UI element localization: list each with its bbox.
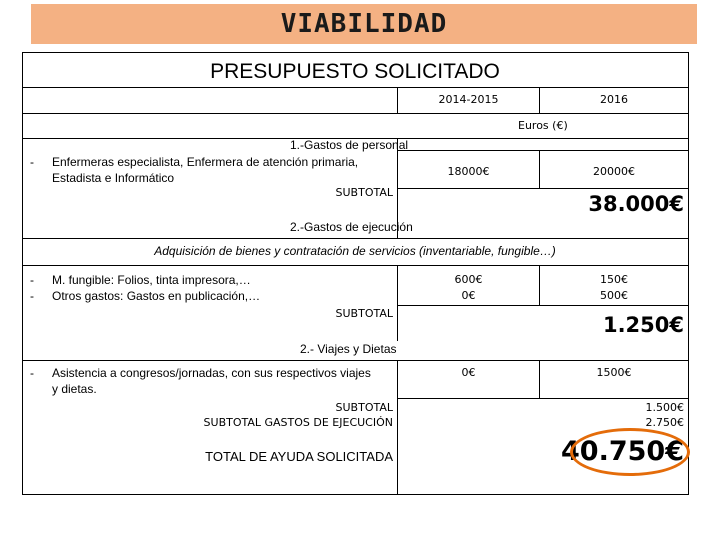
- personal-subtotal-label: SUBTOTAL: [335, 186, 393, 199]
- viajes-value-bottom: [397, 398, 688, 399]
- items-value-bottom: [397, 305, 688, 306]
- viajes-rule: [22, 360, 688, 361]
- item-bullet: -: [30, 289, 34, 303]
- viajes-description-line-1: Asistencia a congresos/jornadas, con sus respectivos viajes: [52, 366, 371, 380]
- item-label: Otros gastos: Gastos en publicación,…: [52, 289, 261, 303]
- viajes-bullet: -: [30, 366, 34, 380]
- total-label: TOTAL DE AYUDA SOLICITADA: [205, 449, 393, 464]
- currency-label: Euros (€): [518, 119, 568, 132]
- viajes-value-2014-2015: 0€: [461, 366, 476, 379]
- personal-heading: 1.-Gastos de personal: [290, 138, 409, 152]
- item-label: M. fungible: Folios, tinta impresora,…: [52, 273, 251, 287]
- personal-value-2014-2015: 18000€: [447, 165, 490, 178]
- ejecucion-total-label: SUBTOTAL GASTOS DE EJECUCIÓN: [203, 416, 393, 429]
- personal-description-line-1: Enfermeras especialista, Enfermera de atención primaria,: [52, 155, 359, 169]
- year-header-2014-2015: 2014-2015: [438, 93, 499, 106]
- personal-description-line-2: Estadista e Informático: [52, 171, 175, 185]
- total-highlight-circle: [570, 428, 690, 476]
- table-border-top: [22, 52, 688, 53]
- viajes-heading: 2.- Viajes y Dietas: [300, 342, 397, 356]
- viajes-value-2016: 1500€: [596, 366, 632, 379]
- viajes-subtotal-label: SUBTOTAL: [335, 401, 393, 414]
- items-rule: [22, 265, 688, 266]
- header-title-rule: [22, 87, 688, 88]
- banner-title: VIABILIDAD: [280, 9, 448, 39]
- table-border-right: [688, 52, 689, 494]
- ejecucion-rule: [22, 238, 688, 239]
- viajes-subtotal-value: 1.500€: [645, 401, 684, 414]
- item-bullet: -: [30, 273, 34, 287]
- header-year-rule: [22, 113, 688, 114]
- table-border-bottom: [22, 494, 689, 495]
- ejecucion-subtotal-label: SUBTOTAL: [335, 307, 393, 320]
- personal-value-2016: 20000€: [593, 165, 635, 178]
- item-value-2016: 500€: [600, 289, 628, 302]
- ejecucion-total-value: 2.750€: [645, 416, 684, 429]
- personal-value-top: [397, 150, 688, 151]
- table-border-left: [22, 52, 23, 494]
- viajes-col-left: [397, 360, 398, 494]
- page-title: PRESUPUESTO SOLICITADO: [210, 60, 500, 83]
- personal-subtotal-value: 38.000€: [588, 192, 684, 216]
- ejecucion-subheading: Adquisición de bienes y contratación de servicios (inventariable, fungible…): [154, 244, 556, 258]
- personal-value-bottom: [397, 188, 688, 189]
- item-value-2014-2015: 600€: [454, 273, 483, 286]
- total-value: 40.750€: [561, 436, 684, 467]
- item-value-2016: 150€: [600, 273, 628, 286]
- ejecucion-subtotal-value: 1.250€: [602, 313, 684, 337]
- viajes-description-line-2: y dietas.: [52, 382, 97, 396]
- ejecucion-heading: 2.-Gastos de ejecución: [290, 220, 413, 234]
- item-value-2014-2015: 0€: [461, 289, 476, 302]
- personal-bullet: -: [30, 155, 34, 169]
- year-header-2016: 2016: [600, 93, 628, 106]
